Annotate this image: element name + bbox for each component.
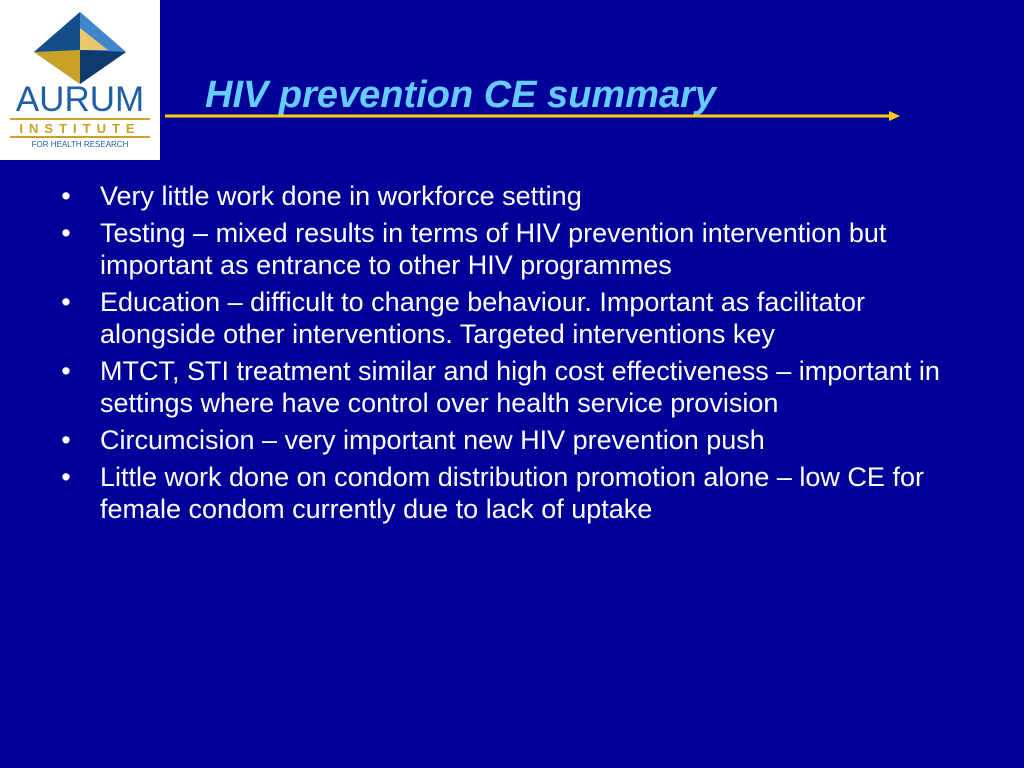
title-underline-arrow bbox=[165, 110, 900, 122]
bullet-item bbox=[56, 461, 956, 525]
bullet-text: Testing – mixed results in terms of HIV prevention intervention but important as entrance to other HIV programmes bbox=[100, 218, 887, 280]
bullet-text: Very little work done in workforce setting bbox=[100, 181, 582, 211]
bullet-item bbox=[56, 180, 956, 212]
bullet-text: Little work done on condom distribution promotion alone – low CE for female condom currently due to lack of uptake bbox=[100, 462, 924, 524]
bullet-glyph: • bbox=[61, 356, 71, 386]
logo-name: AURUM bbox=[15, 80, 145, 119]
logo-subtitle: FOR HEALTH RESEARCH bbox=[31, 140, 129, 149]
bullet-item bbox=[56, 355, 956, 419]
pyramid-logo-icon bbox=[30, 10, 130, 86]
bullet-text: MTCT, STI treatment similar and high cost effectiveness – important in settings where have control over health service provision bbox=[100, 356, 940, 418]
logo-institute: INSTITUTE bbox=[10, 118, 150, 138]
bullet-text: Education – difficult to change behaviour. Important as facilitator alongside other interventions. Targeted interventions key bbox=[100, 287, 865, 349]
bullet-glyph: • bbox=[61, 425, 71, 455]
bullet-glyph: • bbox=[61, 287, 71, 317]
bullet-text: Circumcision – very important new HIV prevention push bbox=[100, 425, 765, 455]
slide-title: HIV prevention CE summary bbox=[205, 74, 717, 116]
bullet-glyph: • bbox=[61, 462, 71, 492]
bullet-glyph: • bbox=[61, 181, 71, 211]
aurum-institute-logo bbox=[0, 0, 160, 160]
bullet-item bbox=[56, 424, 956, 456]
bullet-list bbox=[56, 180, 956, 530]
bullet-glyph: • bbox=[61, 218, 71, 248]
bullet-item bbox=[56, 217, 956, 281]
bullet-item bbox=[56, 286, 956, 350]
